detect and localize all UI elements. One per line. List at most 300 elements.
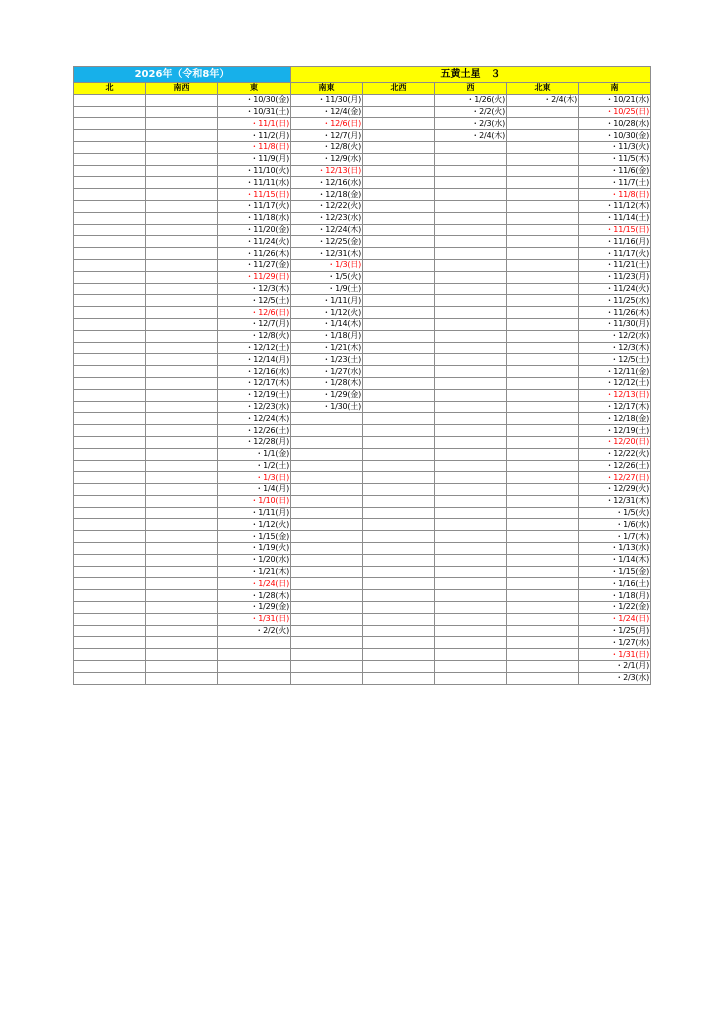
date-cell: ・11/1(日): [218, 118, 291, 130]
date-cell: ・11/8(日): [579, 189, 651, 201]
empty-cell: [507, 153, 579, 165]
empty-cell: [507, 342, 579, 354]
date-cell: ・1/31(日): [579, 649, 651, 661]
date-cell: ・1/16(土): [579, 578, 651, 590]
empty-cell: [435, 224, 507, 236]
date-cell: ・12/26(土): [218, 425, 291, 437]
empty-cell: [435, 661, 507, 673]
date-cell: ・12/23(水): [291, 212, 363, 224]
empty-cell: [146, 318, 218, 330]
date-cell: ・2/3(水): [579, 672, 651, 684]
date-cell: ・1/5(火): [579, 507, 651, 519]
empty-cell: [146, 436, 218, 448]
empty-cell: [291, 590, 363, 602]
empty-cell: [435, 259, 507, 271]
table-row: [74, 590, 651, 602]
empty-cell: [74, 554, 146, 566]
date-cell: ・12/9(水): [291, 153, 363, 165]
date-cell: ・12/14(月): [218, 354, 291, 366]
table-row: [74, 436, 651, 448]
empty-cell: [507, 165, 579, 177]
date-cell: ・12/29(火): [579, 484, 651, 496]
empty-cell: [74, 330, 146, 342]
date-cell: ・12/2(水): [579, 330, 651, 342]
empty-cell: [435, 236, 507, 248]
empty-cell: [218, 637, 291, 649]
table-row: [74, 401, 651, 413]
empty-cell: [435, 283, 507, 295]
date-cell: ・1/27(水): [291, 366, 363, 378]
empty-cell: [146, 649, 218, 661]
empty-cell: [363, 472, 435, 484]
table-row: [74, 224, 651, 236]
empty-cell: [507, 637, 579, 649]
date-cell: ・11/9(月): [218, 153, 291, 165]
date-cell: ・10/21(水): [579, 94, 651, 106]
empty-cell: [507, 377, 579, 389]
empty-cell: [146, 94, 218, 106]
date-cell: ・12/8(火): [291, 141, 363, 153]
date-cell: ・1/18(月): [291, 330, 363, 342]
empty-cell: [74, 613, 146, 625]
empty-cell: [74, 354, 146, 366]
empty-cell: [507, 531, 579, 543]
empty-cell: [507, 283, 579, 295]
empty-cell: [435, 401, 507, 413]
empty-cell: [363, 106, 435, 118]
date-cell: ・12/22(火): [291, 200, 363, 212]
table-row: [74, 212, 651, 224]
empty-cell: [363, 118, 435, 130]
empty-cell: [291, 602, 363, 614]
date-cell: ・1/3(日): [218, 472, 291, 484]
date-cell: ・12/25(金): [291, 236, 363, 248]
empty-cell: [435, 141, 507, 153]
empty-cell: [74, 531, 146, 543]
date-cell: ・2/2(火): [218, 625, 291, 637]
date-cell: ・12/17(木): [579, 401, 651, 413]
date-cell: ・2/4(木): [435, 130, 507, 142]
empty-cell: [146, 295, 218, 307]
direction-northwest: 北西: [363, 83, 435, 95]
empty-cell: [363, 212, 435, 224]
date-cell: ・1/9(土): [291, 283, 363, 295]
empty-cell: [363, 448, 435, 460]
date-cell: ・1/28(木): [291, 377, 363, 389]
empty-cell: [435, 248, 507, 260]
empty-cell: [74, 672, 146, 684]
date-cell: ・12/20(日): [579, 436, 651, 448]
empty-cell: [74, 543, 146, 555]
table-row: [74, 153, 651, 165]
empty-cell: [363, 531, 435, 543]
empty-cell: [146, 554, 218, 566]
table-row: [74, 495, 651, 507]
date-cell: ・1/12(火): [291, 307, 363, 319]
empty-cell: [363, 401, 435, 413]
date-cell: ・11/30(月): [291, 94, 363, 106]
empty-cell: [146, 413, 218, 425]
empty-cell: [363, 672, 435, 684]
empty-cell: [435, 495, 507, 507]
empty-cell: [507, 354, 579, 366]
table-row: [74, 354, 651, 366]
date-cell: ・1/12(火): [218, 519, 291, 531]
empty-cell: [74, 118, 146, 130]
empty-cell: [363, 602, 435, 614]
date-cell: ・12/6(日): [218, 307, 291, 319]
empty-cell: [146, 342, 218, 354]
date-cell: ・2/4(木): [507, 94, 579, 106]
empty-cell: [74, 295, 146, 307]
empty-cell: [146, 625, 218, 637]
empty-cell: [435, 649, 507, 661]
empty-cell: [507, 590, 579, 602]
date-cell: ・11/16(月): [579, 236, 651, 248]
date-cell: ・11/29(日): [218, 271, 291, 283]
empty-cell: [74, 519, 146, 531]
date-cell: ・1/22(金): [579, 602, 651, 614]
table-row: [74, 295, 651, 307]
empty-cell: [146, 484, 218, 496]
empty-cell: [74, 448, 146, 460]
table-row: [74, 377, 651, 389]
empty-cell: [435, 543, 507, 555]
date-cell: ・1/24(日): [218, 578, 291, 590]
table-row: [74, 460, 651, 472]
table-row: [74, 118, 651, 130]
date-cell: ・12/5(土): [218, 295, 291, 307]
empty-cell: [146, 165, 218, 177]
date-cell: ・12/18(金): [579, 413, 651, 425]
date-cell: ・11/5(木): [579, 153, 651, 165]
empty-cell: [507, 448, 579, 460]
empty-cell: [363, 436, 435, 448]
empty-cell: [74, 377, 146, 389]
empty-cell: [435, 271, 507, 283]
empty-cell: [146, 259, 218, 271]
empty-cell: [363, 153, 435, 165]
empty-cell: [146, 425, 218, 437]
date-cell: ・1/30(土): [291, 401, 363, 413]
table-row: [74, 484, 651, 496]
empty-cell: [74, 661, 146, 673]
empty-cell: [507, 495, 579, 507]
empty-cell: [146, 507, 218, 519]
date-cell: ・12/16(水): [291, 177, 363, 189]
date-cell: ・12/27(日): [579, 472, 651, 484]
empty-cell: [74, 649, 146, 661]
empty-cell: [74, 224, 146, 236]
empty-cell: [291, 625, 363, 637]
empty-cell: [507, 472, 579, 484]
date-cell: ・11/2(月): [218, 130, 291, 142]
empty-cell: [74, 495, 146, 507]
empty-cell: [435, 413, 507, 425]
table-row: [74, 330, 651, 342]
empty-cell: [435, 602, 507, 614]
empty-cell: [435, 330, 507, 342]
empty-cell: [507, 425, 579, 437]
empty-cell: [507, 625, 579, 637]
empty-cell: [363, 177, 435, 189]
date-cell: ・1/29(金): [218, 602, 291, 614]
date-cell: ・12/18(金): [291, 189, 363, 201]
empty-cell: [74, 283, 146, 295]
date-cell: ・12/23(水): [218, 401, 291, 413]
date-cell: ・1/14(木): [579, 554, 651, 566]
empty-cell: [507, 212, 579, 224]
date-cell: ・12/7(月): [291, 130, 363, 142]
date-cell: ・12/5(土): [579, 354, 651, 366]
title-row: [74, 67, 651, 83]
empty-cell: [507, 484, 579, 496]
empty-cell: [435, 578, 507, 590]
empty-cell: [363, 543, 435, 555]
empty-cell: [74, 590, 146, 602]
empty-cell: [435, 460, 507, 472]
date-cell: ・11/11(水): [218, 177, 291, 189]
table-row: [74, 554, 651, 566]
empty-cell: [74, 212, 146, 224]
table-row: [74, 637, 651, 649]
date-cell: ・10/28(水): [579, 118, 651, 130]
empty-cell: [507, 248, 579, 260]
table-row: [74, 283, 651, 295]
empty-cell: [74, 189, 146, 201]
empty-cell: [363, 578, 435, 590]
empty-cell: [74, 259, 146, 271]
empty-cell: [291, 460, 363, 472]
empty-cell: [363, 295, 435, 307]
date-cell: ・11/24(火): [218, 236, 291, 248]
empty-cell: [363, 661, 435, 673]
date-cell: ・11/18(水): [218, 212, 291, 224]
date-cell: ・1/15(金): [218, 531, 291, 543]
empty-cell: [291, 649, 363, 661]
table-row: [74, 318, 651, 330]
date-cell: ・1/7(木): [579, 531, 651, 543]
direction-northeast: 北東: [507, 83, 579, 95]
table-row: [74, 259, 651, 271]
empty-cell: [363, 519, 435, 531]
empty-cell: [363, 637, 435, 649]
direction-west: 西: [435, 83, 507, 95]
empty-cell: [218, 672, 291, 684]
empty-cell: [74, 413, 146, 425]
date-cell: ・11/23(月): [579, 271, 651, 283]
empty-cell: [363, 354, 435, 366]
empty-cell: [146, 283, 218, 295]
empty-cell: [363, 248, 435, 260]
direction-southeast: 南東: [291, 83, 363, 95]
empty-cell: [435, 389, 507, 401]
empty-cell: [363, 613, 435, 625]
table-row: [74, 672, 651, 684]
empty-cell: [146, 153, 218, 165]
date-cell: ・11/15(日): [218, 189, 291, 201]
empty-cell: [507, 295, 579, 307]
empty-cell: [363, 366, 435, 378]
date-cell: ・1/21(木): [291, 342, 363, 354]
empty-cell: [291, 578, 363, 590]
empty-cell: [291, 543, 363, 555]
empty-cell: [74, 307, 146, 319]
date-cell: ・1/3(日): [291, 259, 363, 271]
empty-cell: [291, 413, 363, 425]
date-cell: ・12/26(土): [579, 460, 651, 472]
empty-cell: [507, 118, 579, 130]
table-row: [74, 625, 651, 637]
empty-cell: [435, 295, 507, 307]
date-cell: ・1/11(月): [291, 295, 363, 307]
empty-cell: [74, 366, 146, 378]
date-cell: ・1/28(木): [218, 590, 291, 602]
empty-cell: [74, 507, 146, 519]
empty-cell: [435, 212, 507, 224]
empty-cell: [507, 224, 579, 236]
date-cell: ・12/19(土): [218, 389, 291, 401]
date-cell: ・12/22(火): [579, 448, 651, 460]
empty-cell: [146, 307, 218, 319]
empty-cell: [74, 165, 146, 177]
date-cell: ・1/19(火): [218, 543, 291, 555]
empty-cell: [507, 554, 579, 566]
empty-cell: [74, 436, 146, 448]
date-cell: ・2/3(水): [435, 118, 507, 130]
table-row: [74, 425, 651, 437]
empty-cell: [146, 212, 218, 224]
empty-cell: [363, 590, 435, 602]
date-cell: ・1/2(土): [218, 460, 291, 472]
date-cell: ・11/10(火): [218, 165, 291, 177]
empty-cell: [435, 165, 507, 177]
empty-cell: [146, 236, 218, 248]
empty-cell: [146, 130, 218, 142]
table-row: [74, 106, 651, 118]
empty-cell: [291, 531, 363, 543]
empty-cell: [291, 661, 363, 673]
date-cell: ・1/14(木): [291, 318, 363, 330]
table-row: [74, 177, 651, 189]
empty-cell: [146, 330, 218, 342]
empty-cell: [291, 507, 363, 519]
empty-cell: [507, 661, 579, 673]
date-cell: ・12/19(土): [579, 425, 651, 437]
date-cell: ・11/21(土): [579, 259, 651, 271]
empty-cell: [74, 153, 146, 165]
empty-cell: [507, 366, 579, 378]
date-cell: ・11/30(月): [579, 318, 651, 330]
empty-cell: [146, 566, 218, 578]
empty-cell: [74, 106, 146, 118]
date-cell: ・1/15(金): [579, 566, 651, 578]
empty-cell: [507, 672, 579, 684]
date-cell: ・11/27(金): [218, 259, 291, 271]
empty-cell: [507, 189, 579, 201]
empty-cell: [435, 472, 507, 484]
table-row: [74, 448, 651, 460]
empty-cell: [507, 507, 579, 519]
empty-cell: [146, 200, 218, 212]
empty-cell: [363, 330, 435, 342]
empty-cell: [74, 460, 146, 472]
empty-cell: [146, 189, 218, 201]
empty-cell: [507, 200, 579, 212]
date-cell: ・11/14(土): [579, 212, 651, 224]
empty-cell: [507, 602, 579, 614]
table-row: [74, 200, 651, 212]
empty-cell: [146, 472, 218, 484]
date-cell: ・1/6(水): [579, 519, 651, 531]
date-cell: ・12/3(木): [579, 342, 651, 354]
date-cell: ・11/25(水): [579, 295, 651, 307]
empty-cell: [507, 307, 579, 319]
empty-cell: [146, 531, 218, 543]
date-cell: ・1/10(日): [218, 495, 291, 507]
date-cell: ・11/17(火): [218, 200, 291, 212]
date-cell: ・1/26(火): [435, 94, 507, 106]
empty-cell: [507, 401, 579, 413]
empty-cell: [507, 271, 579, 283]
empty-cell: [507, 613, 579, 625]
empty-cell: [363, 130, 435, 142]
empty-cell: [507, 436, 579, 448]
date-cell: ・1/29(金): [291, 389, 363, 401]
table-row: [74, 271, 651, 283]
empty-cell: [363, 283, 435, 295]
empty-cell: [291, 425, 363, 437]
empty-cell: [74, 141, 146, 153]
fortune-direction-table: [73, 66, 651, 685]
table-row: [74, 519, 651, 531]
empty-cell: [435, 342, 507, 354]
empty-cell: [435, 436, 507, 448]
date-cell: ・10/25(日): [579, 106, 651, 118]
empty-cell: [435, 153, 507, 165]
table-row: [74, 248, 651, 260]
empty-cell: [146, 248, 218, 260]
direction-header-row: [74, 83, 651, 95]
empty-cell: [507, 141, 579, 153]
empty-cell: [74, 484, 146, 496]
empty-cell: [146, 637, 218, 649]
empty-cell: [435, 354, 507, 366]
table-row: [74, 165, 651, 177]
date-cell: ・12/31(木): [579, 495, 651, 507]
empty-cell: [74, 566, 146, 578]
date-cell: ・2/1(月): [579, 661, 651, 673]
empty-cell: [363, 484, 435, 496]
empty-cell: [435, 484, 507, 496]
empty-cell: [74, 625, 146, 637]
empty-cell: [74, 236, 146, 248]
empty-cell: [435, 425, 507, 437]
empty-cell: [363, 259, 435, 271]
empty-cell: [507, 330, 579, 342]
date-cell: ・12/3(木): [218, 283, 291, 295]
empty-cell: [435, 448, 507, 460]
date-cell: ・11/20(金): [218, 224, 291, 236]
empty-cell: [74, 578, 146, 590]
empty-cell: [291, 495, 363, 507]
empty-cell: [507, 543, 579, 555]
date-cell: ・11/7(土): [579, 177, 651, 189]
empty-cell: [435, 177, 507, 189]
empty-cell: [435, 672, 507, 684]
date-cell: ・11/12(木): [579, 200, 651, 212]
date-cell: ・12/31(木): [291, 248, 363, 260]
